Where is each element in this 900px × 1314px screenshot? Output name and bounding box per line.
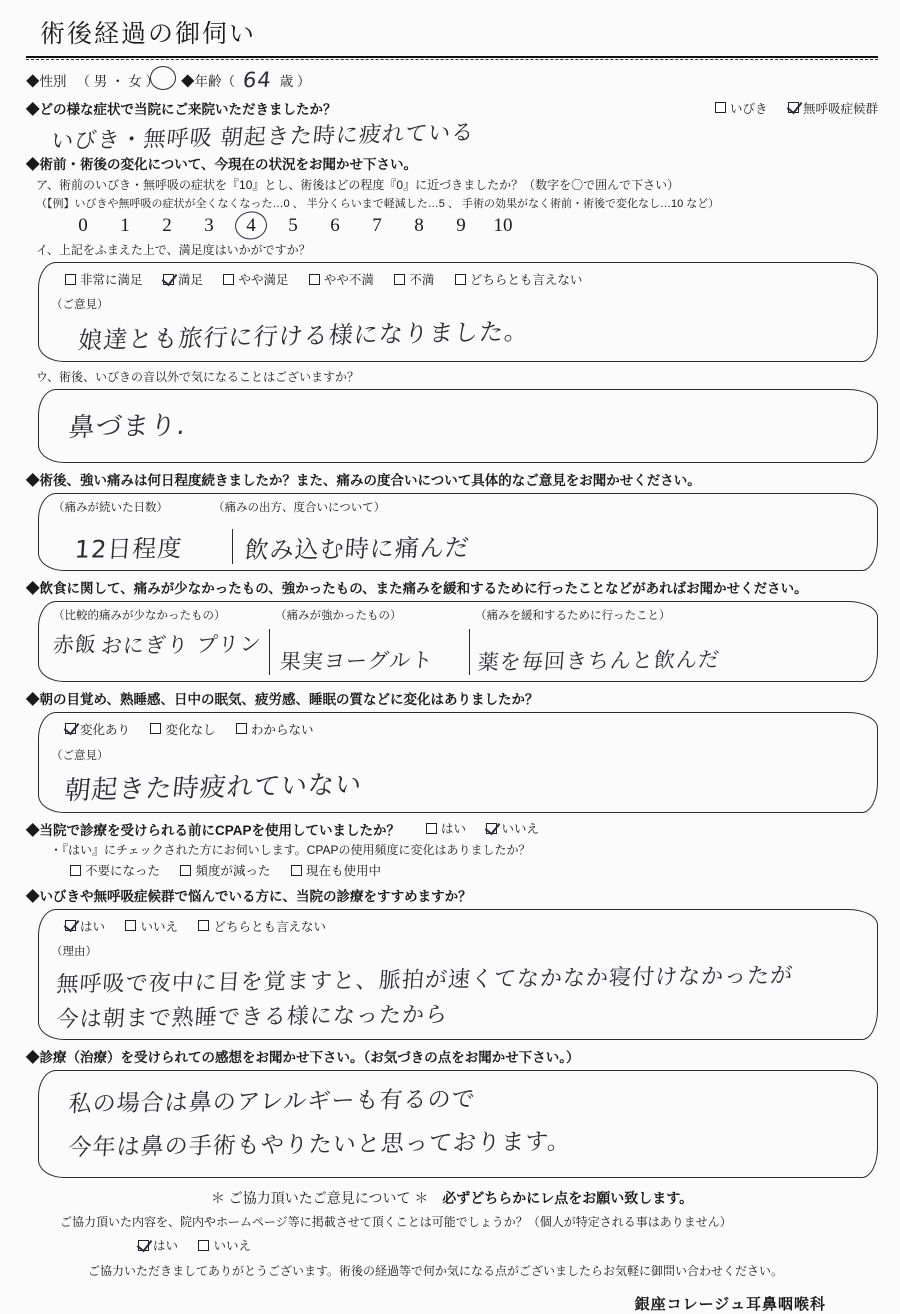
q-cpap-sub-label: ・『はい』にチェックされた方にお伺いします。CPAPの使用頻度に変化はありましたか？ (50, 843, 531, 857)
thanks-text: ご協力いただきましてありがとうございます。術後の経過等で何か気になる点がございましたらお気軽に御問い合わせください。 (88, 1263, 784, 1278)
cpap-opt-no[interactable]: いいえ (486, 819, 539, 837)
q-change-label: ◆術前・術後の変化について、今現在の状況をお聞かせ下さい。 (26, 157, 417, 172)
q-pain (26, 469, 878, 571)
food-less-pain-answer-1: 赤飯 (51, 632, 98, 657)
q-sleep-label: ◆朝の目覚め、熟睡感、日中の眠気、疲労感、睡眠の質などに変化はありましたか？ (26, 691, 539, 707)
checkbox-icon (150, 723, 161, 734)
food-less-pain-label: （比較的痛みが少なかったもの） (53, 609, 226, 622)
sleep-comment-label: （ご意見） (51, 750, 109, 762)
age-unit: 歳 ） (279, 74, 311, 89)
scale-1[interactable]: 1 (120, 215, 130, 236)
impression-line-1: 私の場合は鼻のアレルギーも有るので (67, 1086, 477, 1118)
checkbox-checked-icon (138, 1240, 149, 1251)
scale-8[interactable]: 8 (414, 215, 424, 236)
recommend-reason-line-2: 今は朝まで熟睡できる様になったから (55, 1002, 450, 1033)
checkbox-checked-icon (65, 920, 76, 931)
checkbox-icon (236, 723, 247, 734)
checkbox-icon (70, 865, 81, 876)
recommend-options[interactable] (65, 917, 867, 937)
checkbox-icon (65, 274, 76, 285)
q-impression-label: ◆診療（治療）を受けられての感想をお聞かせ下さい。（お気づきの点をお聞かせ下さい。） (26, 1050, 580, 1065)
consent-title-1: ＊ ご協力頂いたご意見について ＊ (210, 1190, 429, 1206)
clinic-name: 銀座コレージュ耳鼻咽喉科 (634, 1295, 826, 1313)
other-concern-box (38, 389, 878, 463)
age-label: ◆年齢（ (181, 74, 236, 89)
checkbox-icon (715, 102, 726, 113)
sleep-answer-box (38, 712, 878, 814)
opt-somewhat-dissatisfied[interactable]: やや不満 (309, 270, 374, 288)
cpap-opt-yes[interactable]: はい (426, 819, 466, 837)
opt-somewhat-satisfied[interactable]: やや満足 (223, 270, 288, 288)
consent-opt-yes[interactable]: はい (138, 1236, 178, 1254)
opt-satisfied[interactable]: 満足 (163, 270, 203, 288)
satisfaction-options[interactable] (65, 270, 867, 290)
scale-4-selected[interactable]: 4 (230, 215, 272, 237)
scale-5[interactable]: 5 (288, 215, 298, 236)
cpap-sub-opt-unneeded[interactable]: 不要になった (70, 861, 160, 879)
q-symptoms (26, 98, 878, 153)
satisfaction-comment-label: （ご意見） (51, 298, 109, 311)
checkbox-icon (198, 1240, 209, 1251)
opt-very-satisfied[interactable]: 非常に満足 (65, 270, 143, 288)
checkbox-icon (394, 274, 405, 285)
q-food-label: ◆飲食に関して、痛みが少なかったもの、強かったもの、また痛みを緩和するために行ったことなどがあればお聞かせください。 (26, 580, 808, 596)
satisfaction-answer-box (38, 262, 878, 362)
impression-answer-box (38, 1070, 878, 1178)
checkbox-icon (291, 865, 302, 876)
q-recommend (26, 885, 878, 1041)
recommend-opt-yes[interactable]: はい (65, 917, 105, 935)
other-concern-answer: 鼻づまり. (67, 410, 188, 443)
consent-title-row (26, 1188, 878, 1208)
gender-selected-circle (150, 66, 176, 90)
pain-detail-label: （痛みの出方、度合いについて） (213, 501, 386, 514)
satisfaction-comment: 娘達とも旅行に行ける様になりました。 (76, 316, 531, 355)
gender-options[interactable]: （ 男 ・ 女 ） (77, 70, 160, 90)
cpap-sub-opt-reduced[interactable]: 頻度が減った (180, 861, 270, 879)
scale-0[interactable]: 0 (78, 215, 88, 236)
symptom-check-apnea[interactable]: 無呼吸症候群 (788, 99, 878, 117)
consent-question: ご協力頂いた内容を、院内やホームページ等に掲載させて頂くことは可能でしょうか？（個人が特定される事はありません） (60, 1215, 732, 1229)
food-more-pain-answer: 果実ヨーグルト (278, 647, 435, 674)
checkbox-icon (309, 274, 320, 285)
scale-2[interactable]: 2 (162, 215, 172, 236)
q-change-b-label: イ、上記をふまえた上で、満足度はいかがですか？ (36, 243, 311, 257)
scale-10[interactable]: 10 (493, 215, 513, 236)
footer (26, 1188, 878, 1314)
symptom-check-snoring[interactable]: いびき (715, 99, 768, 117)
pain-days-label: （痛みが続いた日数） (53, 501, 168, 514)
q-recommend-label: ◆いびきや無呼吸症候群で悩んでいる方に、当院の診療をすすめますか？ (26, 888, 472, 904)
scale-3[interactable]: 3 (204, 215, 214, 236)
checkbox-icon (223, 274, 234, 285)
q-change-a-label: ア、術前のいびき・無呼吸の症状を『10』とし、術後はどの程度『0』に近づきましたか？（数字を〇で囲んで下さい） (36, 178, 680, 192)
food-answer-box (38, 601, 878, 682)
scale-7[interactable]: 7 (372, 215, 382, 236)
recommend-opt-no[interactable]: いいえ (125, 917, 178, 935)
impression-line-2: 今年は鼻の手術もやりたいと思っております。 (67, 1128, 573, 1162)
checkbox-icon (426, 823, 437, 834)
q-cpap (26, 819, 878, 881)
checkbox-icon (125, 920, 136, 931)
opt-changed[interactable]: 変化あり (65, 720, 130, 738)
opt-neither[interactable]: どちらとも言えない (455, 270, 583, 288)
q-change (26, 153, 878, 463)
q-symptoms-answer: いびき・無呼吸 朝起きた時に疲れている (50, 120, 476, 155)
checkbox-checked-icon (788, 102, 799, 113)
checkbox-checked-icon (65, 723, 76, 734)
checkbox-checked-icon (163, 274, 174, 285)
checkbox-icon (198, 920, 209, 931)
q-change-a-example: （【例】いびきや無呼吸の症状が全くなくなった…0 、 半分くらいまで軽減した…5 、 手術の効果がなく術前・術後で変化なし…10 など） (36, 198, 720, 210)
recommend-opt-neither[interactable]: どちらとも言えない (198, 917, 326, 935)
consent-opt-no[interactable]: いいえ (198, 1236, 251, 1254)
age-value: 64 (241, 67, 274, 93)
opt-unknown[interactable]: わからない (236, 720, 314, 738)
sleep-comment: 朝起きた時疲れていない (62, 769, 364, 807)
food-relief-label: （痛みを緩和するために行ったこと） (475, 609, 671, 622)
opt-dissatisfied[interactable]: 不満 (394, 270, 434, 288)
food-more-pain-label: （痛みが強かったもの） (275, 609, 402, 622)
q-symptoms-label: ◆どの様な症状で当院にご来院いただきましたか？ (26, 102, 337, 117)
recommend-answer-box (38, 909, 878, 1041)
q-impression (26, 1046, 878, 1178)
opt-no-change[interactable]: 変化なし (150, 720, 215, 738)
gender-label: ◆性別 (26, 74, 67, 89)
scale-6[interactable]: 6 (330, 215, 340, 236)
scale-9[interactable]: 9 (456, 215, 466, 236)
food-less-pain-answer-2: おにぎり プリン (100, 631, 264, 658)
checkbox-icon (455, 274, 466, 285)
gender-age-row (26, 68, 878, 92)
q-change-c-label: ウ、術後、いびきの音以外で気になることはございますか？ (36, 369, 360, 384)
q-cpap-label: ◆当院で診療を受けられる前にCPAPを使用していましたか？ (26, 823, 401, 838)
q-food (26, 577, 878, 682)
cpap-sub-options[interactable] (70, 861, 878, 881)
sleep-options[interactable] (65, 720, 867, 740)
q-pain-label: ◆術後、強い痛みは何日程度続きましたか？また、痛みの度合いについて具体的なご意見をお聞かせください。 (26, 472, 701, 488)
checkbox-icon (180, 865, 191, 876)
pain-answer-box (38, 493, 878, 571)
page-title: 術後経過の御伺い (40, 19, 257, 48)
pain-columns (47, 499, 869, 515)
recommend-reason-label: （理由） (51, 946, 97, 958)
food-relief-answer: 薬を毎回きちんと飲んだ (476, 647, 721, 674)
food-column-labels (47, 607, 869, 623)
consent-options[interactable] (138, 1236, 878, 1256)
pain-detail-answer: 飲み込む時に痛んだ (243, 533, 471, 564)
cpap-sub-opt-still-using[interactable]: 現在も使用中 (291, 861, 381, 879)
recommend-reason-line-1: 無呼吸で夜中に目を覚ますと、脈拍が速くてなかなか寝付けなかったが (55, 963, 795, 998)
checkbox-checked-icon (486, 823, 497, 834)
q-sleep (26, 688, 878, 814)
pain-days-answer: 12日程度 (73, 533, 184, 564)
satisfaction-scale[interactable] (62, 215, 878, 237)
title-divider (26, 56, 878, 60)
consent-title-2: 必ずどちらかにレ点をお願い致します。 (442, 1190, 694, 1206)
